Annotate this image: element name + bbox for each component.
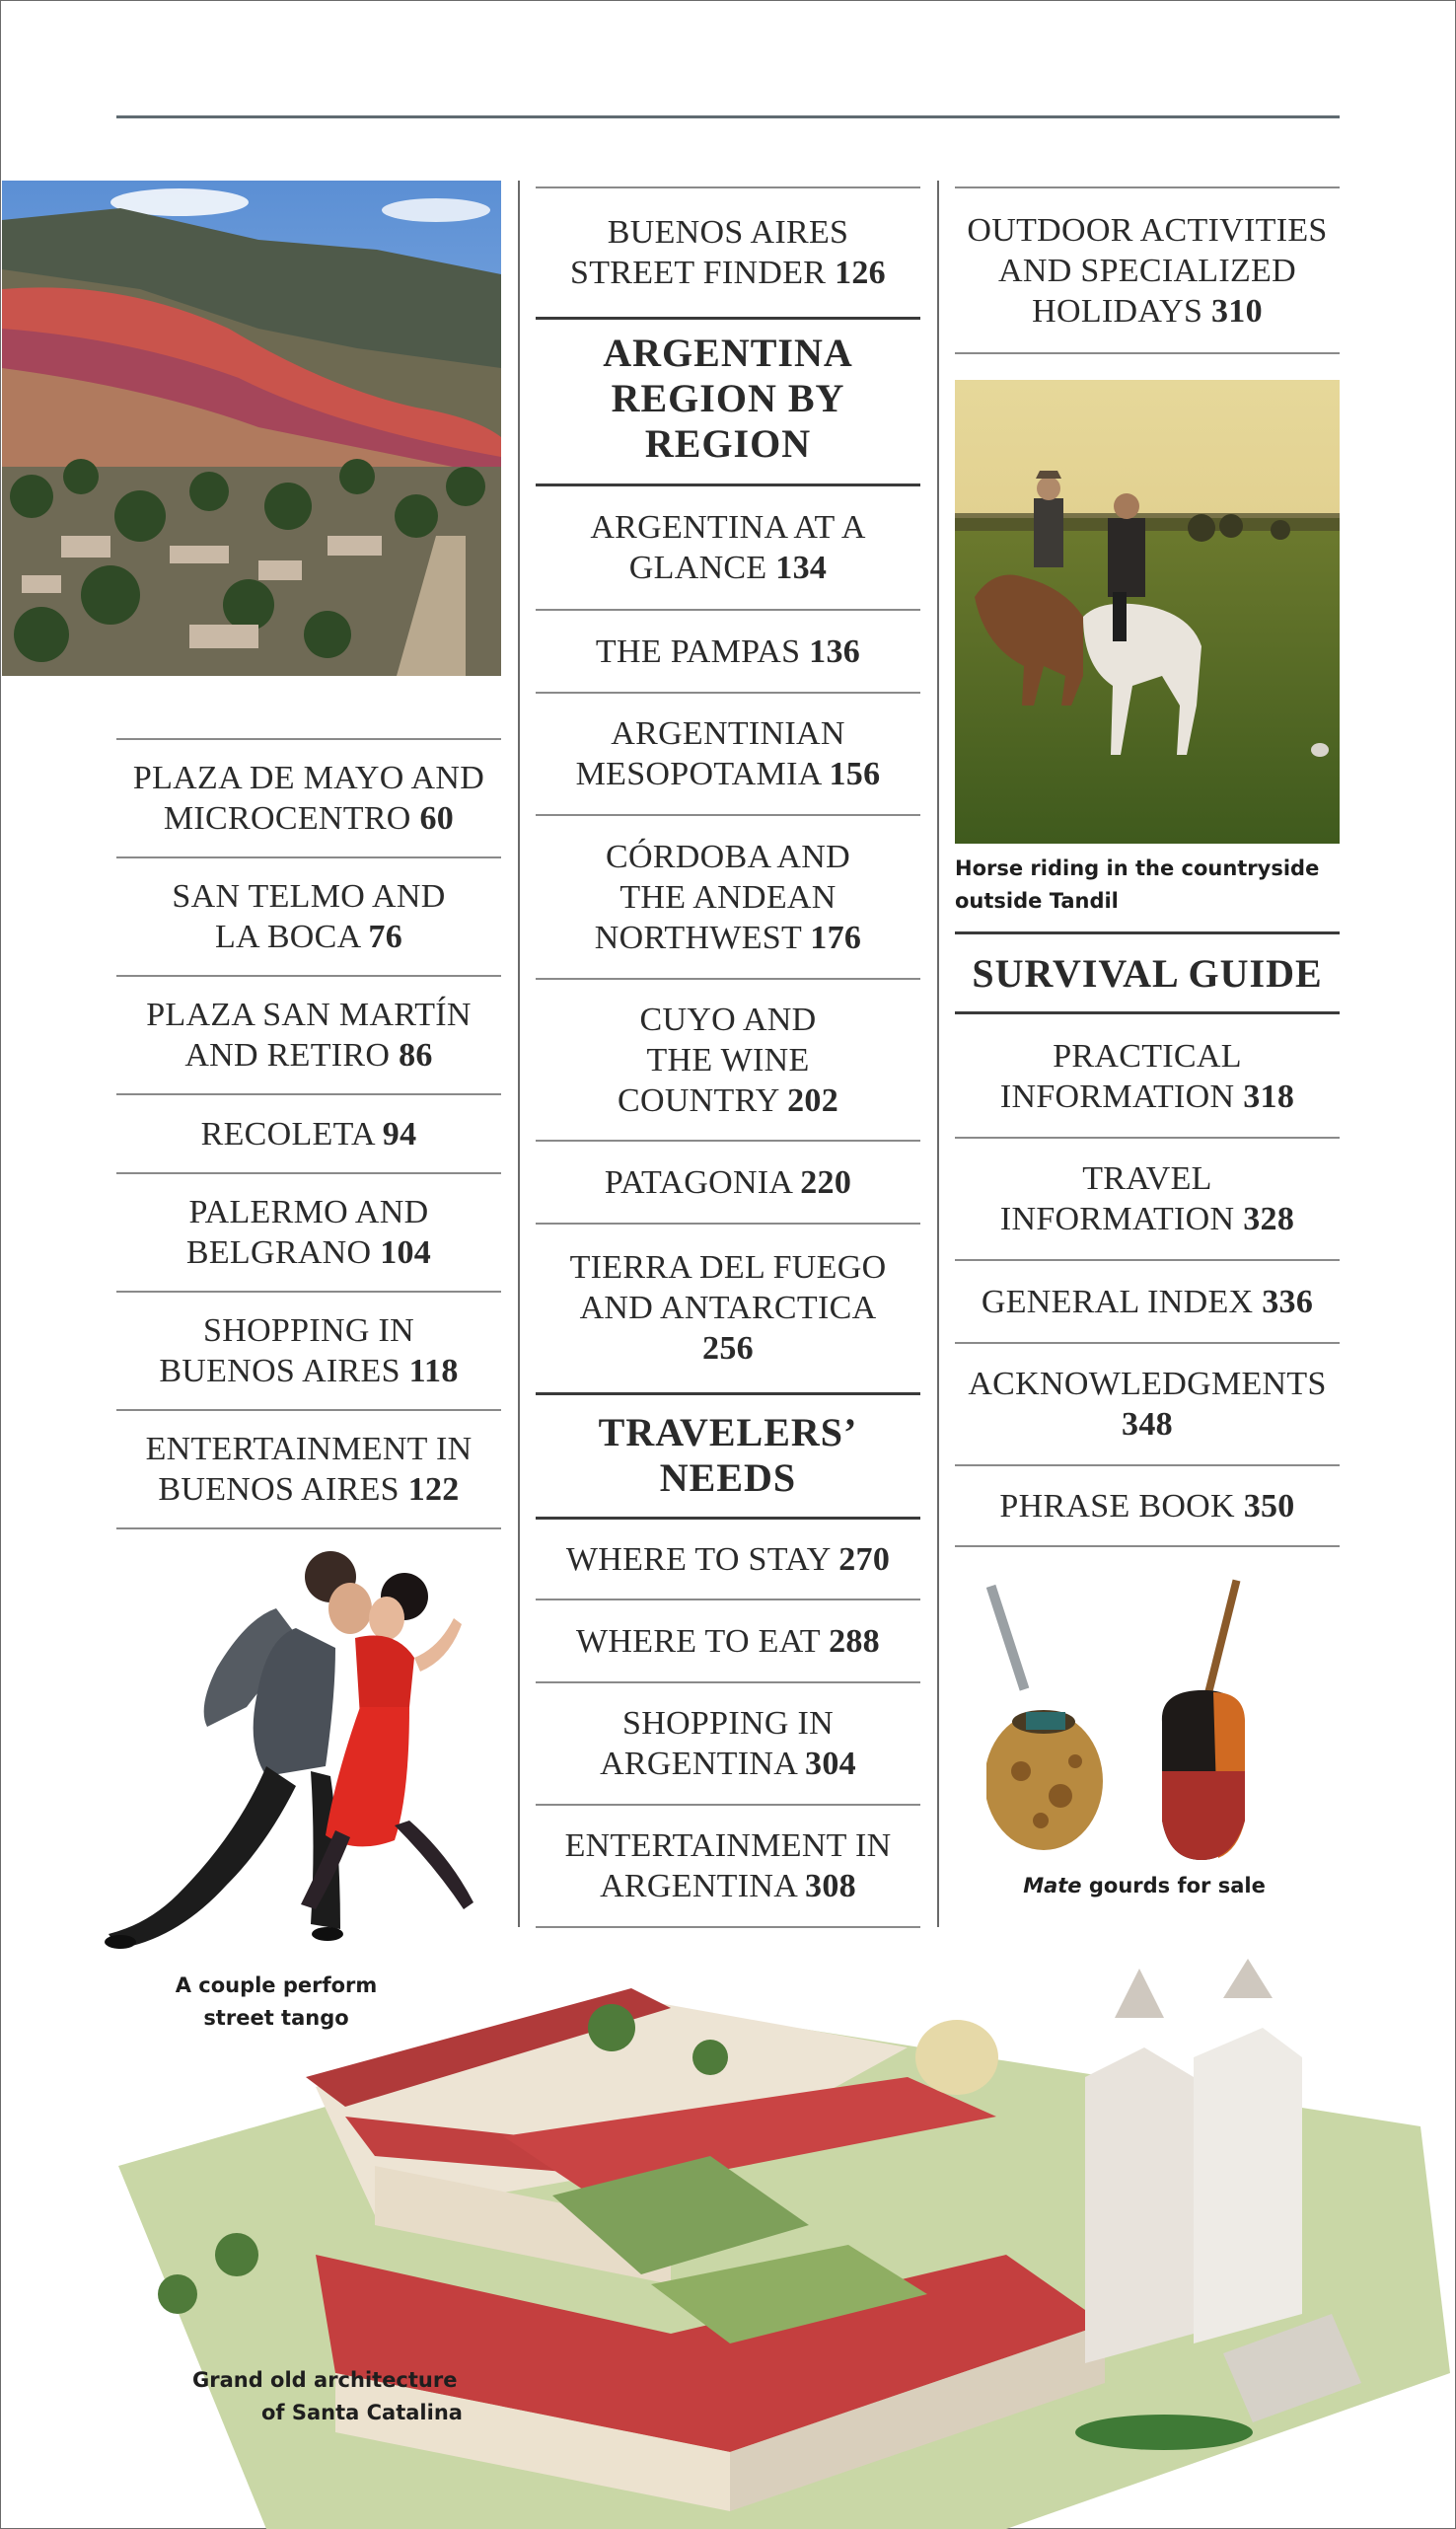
page-number: 220 bbox=[800, 1163, 852, 1201]
page-number: 60 bbox=[419, 800, 455, 837]
toc-entry-tierra-del-fuego[interactable] bbox=[536, 1225, 920, 1390]
caption-line: street tango bbox=[203, 2006, 349, 2030]
entry-title: SAN TELMO AND bbox=[172, 878, 446, 915]
entry-title: INFORMATION bbox=[999, 1201, 1235, 1237]
page-number: 134 bbox=[775, 550, 828, 586]
entry-title: ARGENTINA bbox=[600, 1868, 797, 1904]
toc-entry-san-telmo[interactable] bbox=[116, 858, 501, 975]
entry-title: BUENOS AIRES bbox=[159, 1353, 400, 1389]
hills-photo bbox=[2, 181, 501, 676]
toc-entry-general-index[interactable] bbox=[955, 1261, 1340, 1342]
page-number: 104 bbox=[380, 1234, 432, 1271]
toc-entry-recoleta[interactable] bbox=[116, 1095, 501, 1172]
toc-entry-cordoba[interactable] bbox=[536, 816, 920, 978]
page-number: 350 bbox=[1243, 1487, 1295, 1525]
entry-title: RECOLETA bbox=[200, 1115, 374, 1153]
entry-title: AND SPECIALIZED bbox=[998, 252, 1296, 289]
page-number: 122 bbox=[407, 1471, 460, 1508]
entry-title: THE WINE bbox=[646, 1041, 810, 1079]
toc-entry-phrase-book[interactable] bbox=[955, 1466, 1340, 1545]
toc-entry-acknowledgments[interactable] bbox=[955, 1344, 1340, 1464]
page-number: 256 bbox=[702, 1329, 754, 1367]
rule bbox=[955, 352, 1340, 354]
heading-line: REGION bbox=[644, 421, 812, 466]
heading-line: ARGENTINA bbox=[603, 331, 853, 375]
page-number: 76 bbox=[368, 919, 403, 955]
contents-column-2 bbox=[536, 186, 920, 1929]
entry-title: ARGENTINA AT A bbox=[590, 509, 866, 546]
toc-entry-plaza-de-mayo[interactable] bbox=[116, 740, 501, 856]
entry-title: MESOPOTAMIA bbox=[575, 756, 821, 792]
entry-title: LA BOCA bbox=[214, 919, 360, 955]
toc-entry-at-a-glance[interactable] bbox=[536, 486, 920, 609]
entry-title: GENERAL INDEX bbox=[981, 1283, 1254, 1320]
tango-couple-image bbox=[99, 1549, 483, 1964]
entry-title: STREET FINDER bbox=[570, 255, 827, 291]
page-number: 126 bbox=[835, 255, 886, 291]
entry-title: BUENOS AIRES bbox=[158, 1471, 400, 1508]
section-heading-survival-guide[interactable] bbox=[955, 934, 1340, 1013]
caption-italic: Mate bbox=[1023, 1874, 1082, 1897]
entry-title: PATAGONIA bbox=[604, 1163, 792, 1201]
entry-title: WHERE TO EAT bbox=[576, 1622, 821, 1660]
column-divider bbox=[518, 181, 520, 1927]
caption-line: A couple perform bbox=[175, 1973, 378, 1997]
page-number: 304 bbox=[805, 1746, 856, 1782]
page-number: 318 bbox=[1243, 1079, 1295, 1115]
entry-title: MICROCENTRO bbox=[163, 800, 411, 837]
entry-title: CUYO AND bbox=[639, 1001, 817, 1038]
caption-line: outside Tandil bbox=[955, 889, 1119, 913]
column-divider bbox=[937, 181, 939, 1927]
entry-title: THE ANDEAN bbox=[619, 878, 837, 916]
heading-line: REGION BY bbox=[611, 376, 845, 420]
entry-title: AND ANTARCTICA bbox=[579, 1289, 877, 1326]
entry-title: PHRASE BOOK bbox=[999, 1487, 1235, 1525]
mate-gourds-image bbox=[986, 1574, 1302, 1870]
page-number: 118 bbox=[408, 1353, 459, 1389]
page-number: 348 bbox=[1122, 1406, 1173, 1443]
santa-catalina-illustration bbox=[118, 1959, 1450, 2529]
page-number: 156 bbox=[829, 756, 881, 792]
entry-title: TRAVEL bbox=[1082, 1160, 1212, 1197]
toc-entry-cuyo[interactable] bbox=[536, 980, 920, 1140]
toc-entry-patagonia[interactable] bbox=[536, 1142, 920, 1223]
rule bbox=[955, 1545, 1340, 1547]
toc-entry-plaza-san-martin[interactable] bbox=[116, 977, 501, 1093]
entry-title: HOLIDAYS bbox=[1032, 292, 1203, 330]
toc-entry-entertainment-ba[interactable] bbox=[116, 1411, 501, 1527]
entry-title: CÓRDOBA AND bbox=[606, 838, 850, 875]
entry-title: NORTHWEST bbox=[594, 919, 802, 956]
entry-title: OUTDOOR ACTIVITIES bbox=[967, 211, 1328, 249]
contents-column-1 bbox=[116, 738, 501, 1537]
page-number: 136 bbox=[809, 632, 861, 670]
toc-entry-where-to-stay[interactable] bbox=[536, 1520, 920, 1599]
entry-title: PALERMO AND bbox=[188, 1194, 429, 1230]
page-number: 308 bbox=[805, 1868, 856, 1904]
toc-entry-practical-info[interactable] bbox=[955, 1014, 1340, 1139]
entry-title: WHERE TO STAY bbox=[565, 1540, 831, 1578]
entry-title: INFORMATION bbox=[999, 1079, 1235, 1115]
toc-entry-shopping-argentina[interactable] bbox=[536, 1683, 920, 1804]
toc-entry-mesopotamia[interactable] bbox=[536, 694, 920, 814]
entry-title: BELGRANO bbox=[185, 1234, 372, 1271]
toc-entry-entertainment-argentina[interactable] bbox=[536, 1806, 920, 1926]
entry-title: TIERRA DEL FUEGO bbox=[569, 1248, 887, 1286]
mate-caption bbox=[986, 1870, 1302, 1902]
page-number: 202 bbox=[787, 1081, 839, 1119]
heading-line: TRAVELERS’ bbox=[598, 1410, 858, 1454]
entry-title: ARGENTINA bbox=[600, 1746, 797, 1782]
page-number: 310 bbox=[1210, 292, 1263, 330]
entry-title: SHOPPING IN bbox=[203, 1312, 414, 1349]
page-number: 86 bbox=[399, 1037, 433, 1074]
heading-line: NEEDS bbox=[659, 1455, 797, 1500]
contents-column-3-lower bbox=[955, 931, 1340, 1548]
header-rule bbox=[116, 115, 1340, 118]
entry-title: PRACTICAL bbox=[1053, 1038, 1242, 1075]
horse-caption bbox=[955, 853, 1349, 918]
entry-title: BUENOS AIRES bbox=[607, 214, 849, 251]
horse-riding-photo bbox=[955, 380, 1340, 844]
entry-title: ENTERTAINMENT IN bbox=[564, 1827, 892, 1864]
section-heading-travelers-needs[interactable] bbox=[536, 1395, 920, 1516]
rule bbox=[116, 1527, 501, 1529]
caption-line: gourds for sale bbox=[1081, 1874, 1266, 1897]
toc-entry-outdoor-activities[interactable] bbox=[955, 188, 1340, 352]
entry-title: AND RETIRO bbox=[184, 1037, 391, 1074]
page-number: 176 bbox=[810, 919, 862, 956]
toc-entry-pampas[interactable] bbox=[536, 611, 920, 692]
entry-title: COUNTRY bbox=[617, 1081, 779, 1119]
page-number: 328 bbox=[1243, 1201, 1295, 1237]
page-number: 94 bbox=[382, 1115, 417, 1153]
entry-title: SHOPPING IN bbox=[622, 1705, 834, 1742]
entry-title: GLANCE bbox=[628, 550, 767, 586]
toc-entry-street-finder[interactable] bbox=[536, 188, 920, 317]
architecture-caption bbox=[192, 2364, 488, 2429]
caption-line: Grand old architecture bbox=[192, 2368, 458, 2392]
toc-entry-travel-info[interactable] bbox=[955, 1139, 1340, 1259]
entry-title: THE PAMPAS bbox=[595, 632, 801, 670]
entry-title: PLAZA SAN MARTÍN bbox=[146, 997, 472, 1033]
page-number: 336 bbox=[1262, 1283, 1314, 1320]
entry-title: ENTERTAINMENT IN bbox=[145, 1431, 473, 1467]
page-number: 288 bbox=[829, 1622, 880, 1660]
heading-line: SURVIVAL GUIDE bbox=[972, 951, 1323, 996]
toc-entry-palermo[interactable] bbox=[116, 1174, 501, 1291]
entry-title: ACKNOWLEDGMENTS bbox=[968, 1366, 1327, 1402]
caption-line: of Santa Catalina bbox=[261, 2401, 463, 2424]
toc-entry-shopping-ba[interactable] bbox=[116, 1293, 501, 1409]
entry-title: PLAZA DE MAYO AND bbox=[132, 760, 485, 796]
page-number: 270 bbox=[838, 1540, 891, 1578]
caption-line: Horse riding in the countryside bbox=[955, 856, 1320, 880]
entry-title: ARGENTINIAN bbox=[611, 715, 845, 752]
rule bbox=[536, 1926, 920, 1928]
toc-entry-where-to-eat[interactable] bbox=[536, 1600, 920, 1681]
section-heading-region[interactable] bbox=[536, 320, 920, 478]
